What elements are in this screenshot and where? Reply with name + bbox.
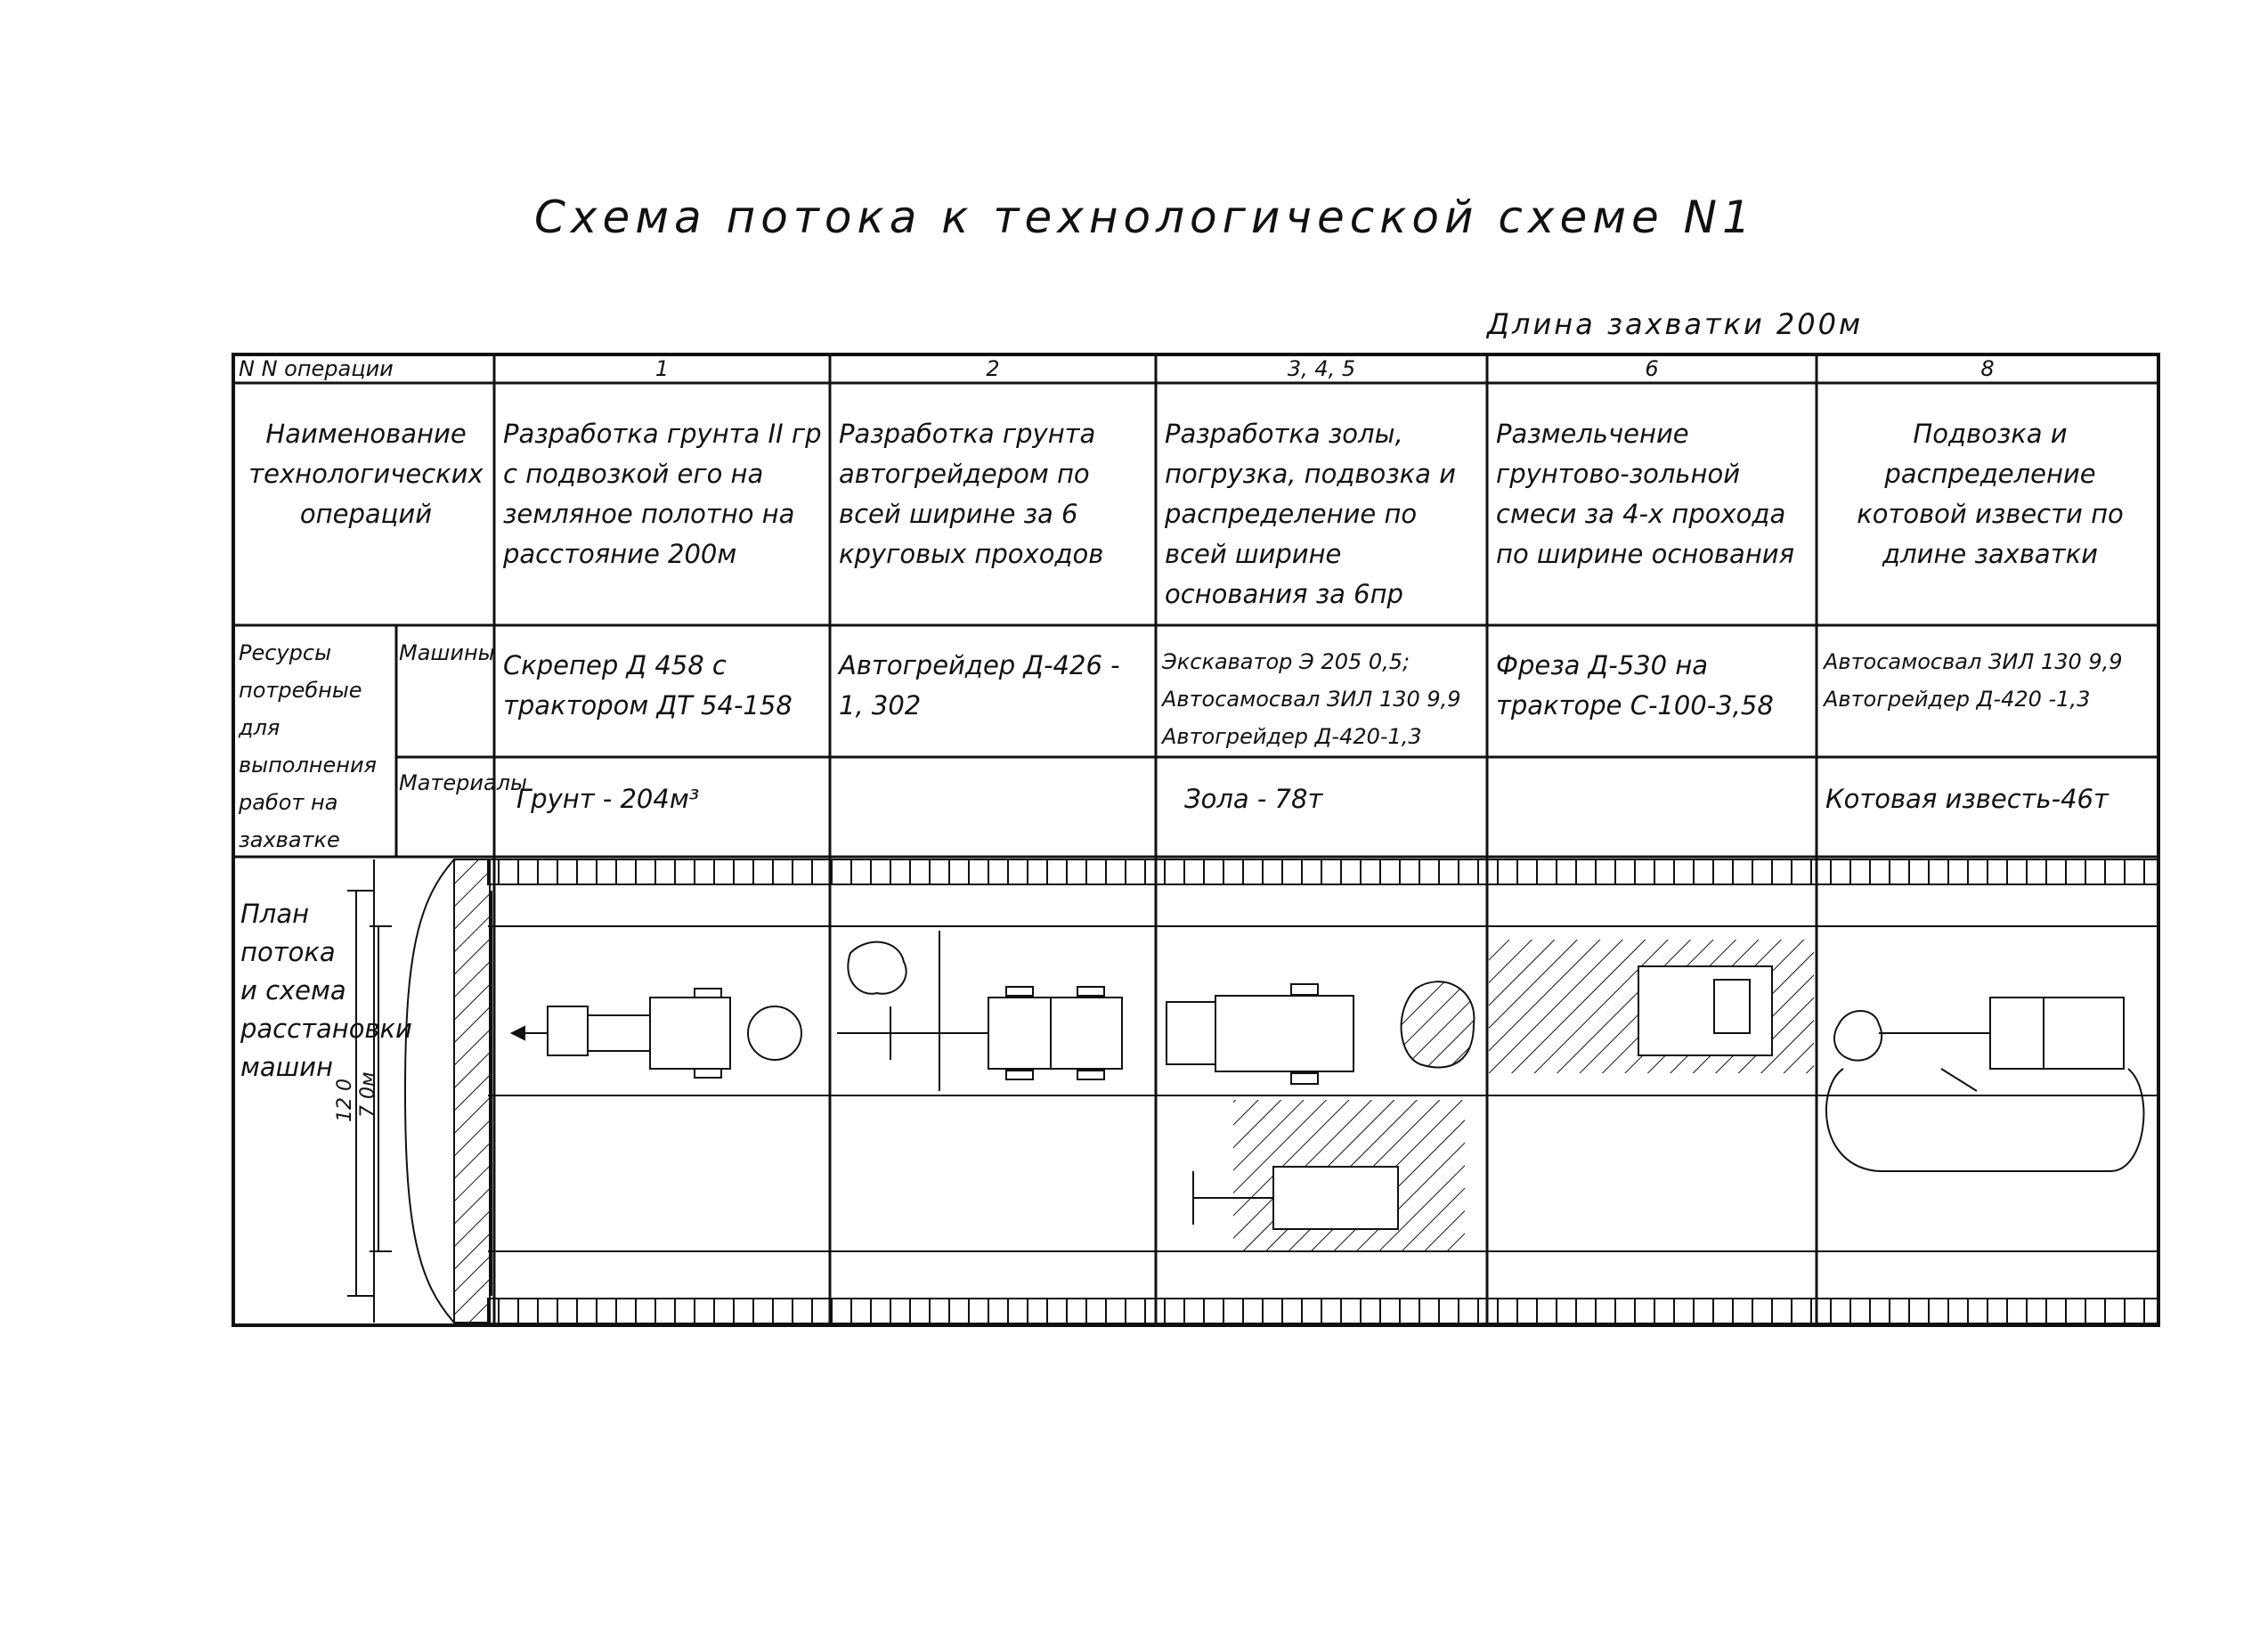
road-edge-ticks (499, 859, 2144, 1323)
materials-2 (839, 779, 1152, 851)
operation-3: Разработка золы, погрузка, подвозка и распределение по всей ширине основания за 6пр (1165, 419, 1457, 609)
row-label-plan: План потока и схема расстановки машин (240, 899, 412, 1082)
operation-2: Разработка грунта автогрейдером по всей ширине за 6 круговых проходов (839, 419, 1104, 569)
row-label-materials: Материалы (399, 770, 527, 795)
machines-5: Автосамосвал ЗИЛ 130 9,9 Автогрейдер Д-420 -1,3 (1824, 649, 2123, 712)
header-col-1: 1 (654, 356, 670, 381)
dimension-inner: 7 0м (357, 1071, 379, 1118)
machines-1: Скрепер Д 458 с трактором ДТ 54-158 (503, 650, 793, 721)
page-title: Схема потока к технологической схеме N1 (534, 191, 1756, 243)
header-col-5: 8 (1980, 356, 1995, 381)
milling-machine-icon (1489, 940, 1814, 1073)
header-col-3: 3, 4, 5 (1287, 356, 1356, 381)
operation-1: Разработка грунта II гр с подвозкой его на земляное полотно на расстояние 200м (503, 419, 822, 569)
dimension-outer: 12 0 (334, 1079, 356, 1122)
excavator-truck-icon (1167, 981, 1474, 1251)
lime-truck-icon (1826, 998, 2143, 1171)
scraper-tractor-icon (512, 989, 801, 1078)
operation-5: Подвозка и распределение котовой извести по длине захватки (1857, 419, 2124, 569)
machines-3: Экскаватор Э 205 0,5; Автосамосвал ЗИЛ 130 9,9 Автогрейдер Д-420-1,3 (1162, 649, 1461, 749)
grader-icon (837, 931, 1122, 1091)
materials-3: Зола - 78т (1184, 784, 1323, 814)
header-col-4: 6 (1645, 356, 1659, 381)
machines-4: Фреза Д-530 на тракторе С-100-3,58 (1496, 650, 1774, 721)
row-label-operations: Наименование технологических операций (248, 419, 484, 529)
operation-4: Размельчение грунтово-зольной смеси за 4-х проходa по ширине основания (1496, 419, 1795, 569)
machines-2: Автогрейдер Д-426 - 1, 302 (839, 650, 1120, 721)
materials-4 (1496, 779, 1813, 851)
length-label: Длина захватки 200м (1487, 307, 1864, 341)
header-col-2: 2 (986, 356, 1000, 381)
materials-1: Грунт - 204м³ (516, 784, 700, 814)
row-label-machines: Машины (399, 640, 495, 665)
road-edges (374, 859, 2158, 1323)
materials-5: Котовая известь-46т (1825, 784, 2109, 814)
row-label-resources: Ресурсы потребные для выполнения работ на захватке (239, 640, 377, 852)
header-op-numbers: N N операции (239, 356, 394, 381)
